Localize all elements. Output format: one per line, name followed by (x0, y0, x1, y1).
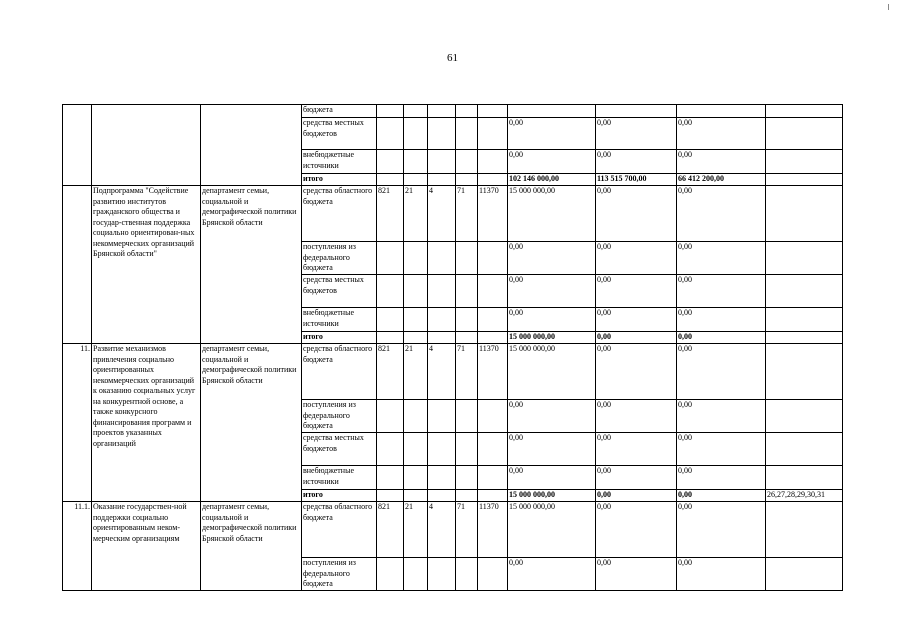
funding-source: итого (302, 332, 377, 344)
kbk-subprogram: 4 (428, 502, 456, 558)
amount-year-2: 0,00 (596, 400, 677, 433)
amount-year-3: 66 412 200,00 (677, 174, 766, 186)
amount-year-3: 0,00 (677, 275, 766, 308)
funding-source: средства областного бюджета (302, 502, 377, 558)
kbk-code (456, 174, 478, 186)
kbk-code (456, 150, 478, 174)
amount-year-3: 0,00 (677, 150, 766, 174)
kbk-grbs (377, 400, 404, 433)
amount-year-3: 0,00 (677, 502, 766, 558)
executor: департамент семьи, социальной и демографической политики Брянской области (201, 344, 302, 502)
amount-year-3: 0,00 (677, 400, 766, 433)
amount-year-2: 0,00 (596, 308, 677, 332)
amount-year-1: 102 146 000,00 (508, 174, 596, 186)
amount-year-3: 0,00 (677, 308, 766, 332)
kbk-direction: 11370 (478, 502, 508, 558)
kbk-grbs (377, 174, 404, 186)
amount-year-2: 0,00 (596, 466, 677, 490)
kbk-subprogram (428, 308, 456, 332)
amount-year-1: 0,00 (508, 242, 596, 275)
indicator-refs (766, 466, 843, 490)
kbk-subprogram (428, 242, 456, 275)
table-row (63, 105, 843, 118)
amount-year-1: 0,00 (508, 558, 596, 591)
kbk-grbs (377, 242, 404, 275)
indicator-refs (766, 150, 843, 174)
kbk-program (404, 105, 428, 118)
amount-year-2: 0,00 (596, 558, 677, 591)
kbk-grbs (377, 275, 404, 308)
amount-year-1: 15 000 000,00 (508, 332, 596, 344)
kbk-grbs (377, 558, 404, 591)
amount-year-1: 0,00 (508, 308, 596, 332)
amount-year-1: 15 000 000,00 (508, 490, 596, 502)
amount-year-2: 0,00 (596, 490, 677, 502)
kbk-subprogram (428, 174, 456, 186)
kbk-code (456, 332, 478, 344)
amount-year-1 (508, 105, 596, 118)
amount-year-1: 15 000 000,00 (508, 502, 596, 558)
kbk-program (404, 400, 428, 433)
kbk-direction (478, 433, 508, 466)
kbk-grbs (377, 332, 404, 344)
funding-source: поступления из федерального бюджета (302, 242, 377, 275)
funding-source: бюджета (302, 105, 377, 118)
kbk-subprogram (428, 558, 456, 591)
funding-source: средства местных бюджетов (302, 118, 377, 150)
row-number (63, 186, 92, 344)
amount-year-3: 0,00 (677, 490, 766, 502)
kbk-subprogram (428, 118, 456, 150)
amount-year-3: 0,00 (677, 118, 766, 150)
kbk-program: 21 (404, 186, 428, 242)
kbk-subprogram: 4 (428, 344, 456, 400)
kbk-direction (478, 105, 508, 118)
kbk-subprogram (428, 332, 456, 344)
kbk-direction: 11370 (478, 186, 508, 242)
amount-year-2: 0,00 (596, 433, 677, 466)
amount-year-2: 0,00 (596, 150, 677, 174)
indicator-refs (766, 174, 843, 186)
kbk-program (404, 308, 428, 332)
kbk-code (456, 433, 478, 466)
kbk-code (456, 118, 478, 150)
kbk-grbs (377, 490, 404, 502)
amount-year-3: 0,00 (677, 433, 766, 466)
funding-source: поступления из федерального бюджета (302, 558, 377, 591)
kbk-program (404, 118, 428, 150)
funding-source: средства местных бюджетов (302, 433, 377, 466)
kbk-code: 71 (456, 344, 478, 400)
amount-year-1: 0,00 (508, 466, 596, 490)
kbk-direction (478, 174, 508, 186)
row-number: 11.1. (63, 502, 92, 591)
kbk-code (456, 466, 478, 490)
table-row (63, 344, 843, 400)
kbk-program: 21 (404, 502, 428, 558)
table-row (63, 186, 843, 242)
kbk-direction (478, 490, 508, 502)
amount-year-1: 15 000 000,00 (508, 344, 596, 400)
indicator-refs (766, 344, 843, 400)
executor: департамент семьи, социальной и демографической политики Брянской области (201, 502, 302, 591)
amount-year-3: 0,00 (677, 242, 766, 275)
kbk-grbs (377, 308, 404, 332)
amount-year-2: 113 515 700,00 (596, 174, 677, 186)
funding-source: средства областного бюджета (302, 186, 377, 242)
amount-year-3 (677, 105, 766, 118)
amount-year-2: 0,00 (596, 118, 677, 150)
kbk-code (456, 558, 478, 591)
budget-table (62, 104, 843, 591)
amount-year-2: 0,00 (596, 242, 677, 275)
indicator-refs: 26,27,28,29,30,31 (766, 490, 843, 502)
amount-year-3: 0,00 (677, 344, 766, 400)
indicator-refs (766, 433, 843, 466)
kbk-program (404, 275, 428, 308)
kbk-code (456, 490, 478, 502)
kbk-program (404, 174, 428, 186)
kbk-grbs (377, 433, 404, 466)
kbk-program (404, 150, 428, 174)
kbk-subprogram (428, 433, 456, 466)
funding-source: средства местных бюджетов (302, 275, 377, 308)
indicator-refs (766, 308, 843, 332)
kbk-program (404, 433, 428, 466)
funding-source: поступления из федерального бюджета (302, 400, 377, 433)
kbk-program (404, 558, 428, 591)
amount-year-1: 0,00 (508, 433, 596, 466)
kbk-program (404, 332, 428, 344)
indicator-refs (766, 118, 843, 150)
amount-year-2: 0,00 (596, 186, 677, 242)
kbk-grbs: 821 (377, 344, 404, 400)
kbk-subprogram (428, 105, 456, 118)
executor: департамент семьи, социальной и демографической политики Брянской области (201, 186, 302, 344)
kbk-grbs (377, 466, 404, 490)
amount-year-1: 0,00 (508, 118, 596, 150)
table-row (63, 502, 843, 558)
kbk-direction (478, 242, 508, 275)
kbk-code (456, 308, 478, 332)
amount-year-3: 0,00 (677, 558, 766, 591)
amount-year-2: 0,00 (596, 344, 677, 400)
kbk-code: 71 (456, 502, 478, 558)
kbk-subprogram (428, 150, 456, 174)
amount-year-1: 15 000 000,00 (508, 186, 596, 242)
kbk-grbs (377, 105, 404, 118)
indicator-refs (766, 558, 843, 591)
kbk-direction (478, 150, 508, 174)
kbk-program (404, 466, 428, 490)
measure-name: Подпрограмма "Содействие развитию институтов гражданского общества и государ-ственная поддержка социально ориентирован-ных некоммерческих организаций Брянской области" (92, 186, 201, 344)
kbk-subprogram: 4 (428, 186, 456, 242)
kbk-program (404, 490, 428, 502)
measure-name: Развитие механизмов привлечения социально ориентированных некоммерческих организаций к оказанию социальных услуг на конкурентной основе, а также конкурсного финансирования программ и проектов указанных организаций (92, 344, 201, 502)
kbk-direction (478, 558, 508, 591)
funding-source: итого (302, 490, 377, 502)
kbk-code (456, 400, 478, 433)
measure-name: Оказание государствен-ной поддержки социально ориентированным неком-мерческим организациям (92, 502, 201, 591)
kbk-subprogram (428, 275, 456, 308)
indicator-refs (766, 186, 843, 242)
amount-year-2: 0,00 (596, 502, 677, 558)
kbk-direction (478, 308, 508, 332)
funding-source: итого (302, 174, 377, 186)
amount-year-2: 0,00 (596, 275, 677, 308)
measure-name (92, 105, 201, 186)
kbk-program: 21 (404, 344, 428, 400)
amount-year-1: 0,00 (508, 400, 596, 433)
amount-year-3: 0,00 (677, 466, 766, 490)
indicator-refs (766, 105, 843, 118)
kbk-grbs (377, 150, 404, 174)
kbk-direction (478, 332, 508, 344)
kbk-grbs: 821 (377, 502, 404, 558)
kbk-subprogram (428, 490, 456, 502)
page-edge-mark (888, 4, 889, 10)
funding-source: внебюджетные источники (302, 466, 377, 490)
indicator-refs (766, 332, 843, 344)
row-number (63, 105, 92, 186)
kbk-code (456, 242, 478, 275)
kbk-code (456, 105, 478, 118)
kbk-direction (478, 275, 508, 308)
kbk-direction (478, 466, 508, 490)
amount-year-3: 0,00 (677, 186, 766, 242)
funding-source: внебюджетные источники (302, 150, 377, 174)
kbk-subprogram (428, 466, 456, 490)
kbk-program (404, 242, 428, 275)
indicator-refs (766, 275, 843, 308)
page-number: 61 (447, 52, 458, 64)
kbk-direction (478, 118, 508, 150)
kbk-grbs: 821 (377, 186, 404, 242)
amount-year-3: 0,00 (677, 332, 766, 344)
funding-source: внебюджетные источники (302, 308, 377, 332)
amount-year-2: 0,00 (596, 332, 677, 344)
executor (201, 105, 302, 186)
indicator-refs (766, 502, 843, 558)
row-number: 11. (63, 344, 92, 502)
indicator-refs (766, 400, 843, 433)
kbk-grbs (377, 118, 404, 150)
kbk-direction (478, 400, 508, 433)
amount-year-1: 0,00 (508, 275, 596, 308)
kbk-subprogram (428, 400, 456, 433)
indicator-refs (766, 242, 843, 275)
amount-year-2 (596, 105, 677, 118)
kbk-direction: 11370 (478, 344, 508, 400)
funding-source: средства областного бюджета (302, 344, 377, 400)
amount-year-1: 0,00 (508, 150, 596, 174)
kbk-code: 71 (456, 186, 478, 242)
kbk-code (456, 275, 478, 308)
